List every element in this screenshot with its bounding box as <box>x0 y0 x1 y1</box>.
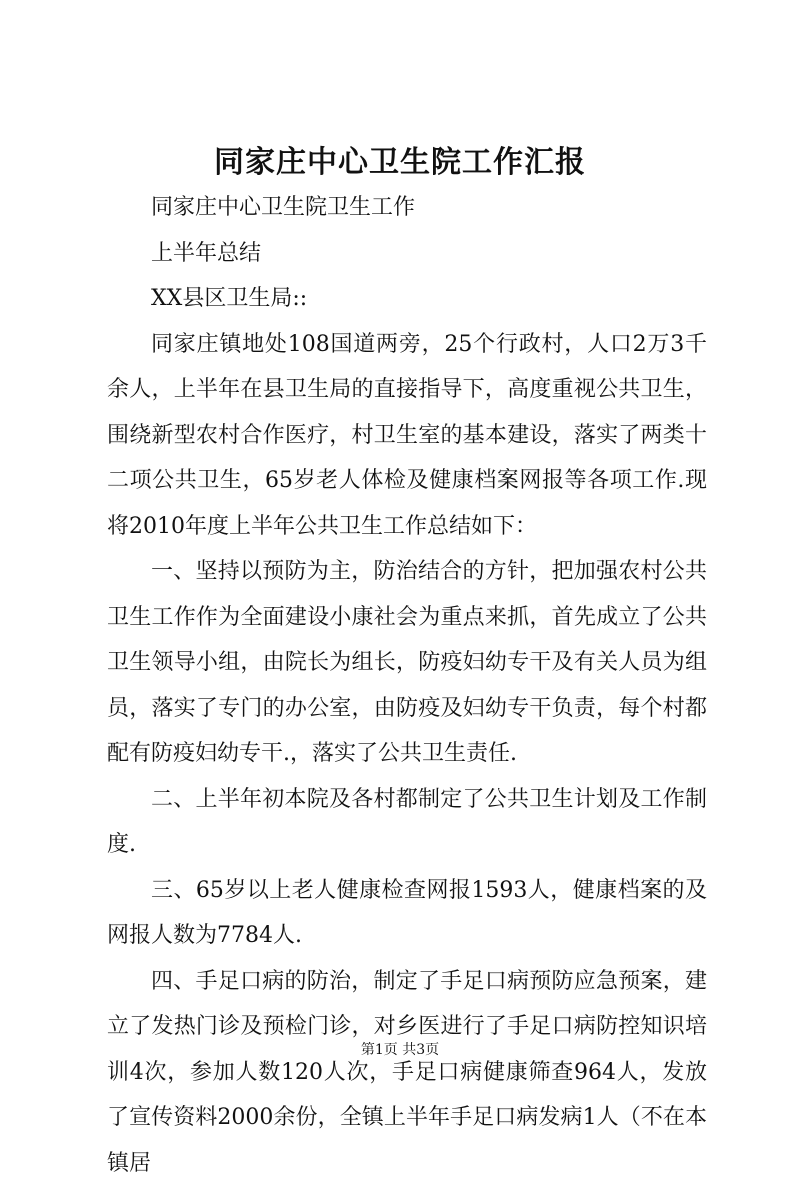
document-title: 同家庄中心卫生院工作汇报 <box>0 143 800 183</box>
paragraph-item-1: 一、坚持以预防为主，防治结合的方针，把加强农村公共卫生工作作为全面建设小康社会为重点来抓，首先成立了公共卫生领导小组，由院长为组长，防疫妇幼专干及有关人员为组员，落实了专门的办公室，由防疫及妇幼专干负责，每个村都配有防疫妇幼专干.，落实了公共卫生责任. <box>107 549 707 777</box>
paragraph-item-2: 二、上半年初本院及各村都制定了公共卫生计划及工作制度. <box>107 777 707 868</box>
paragraph-item-3: 三、65岁以上老人健康检查网报1593人，健康档案的及网报人数为7784人. <box>107 868 707 959</box>
paragraph-item-4: 四、手足口病的防治，制定了手足口病预防应急预案，建立了发热门诊及预检门诊，对乡医进行了手足口病防控知识培训4次，参加人数120人次，手足口病健康筛查964人，发放了宣传资料2000余份，全镇上半年手足口病发病1人（不在本镇居 <box>107 959 707 1186</box>
subtitle-line-1: 同家庄中心卫生院卫生工作 <box>107 185 707 231</box>
document-body <box>107 185 707 1186</box>
salutation: XX县区卫生局:: <box>107 276 707 322</box>
paragraph-intro: 同家庄镇地处108国道两旁，25个行政村，人口2万3千余人，上半年在县卫生局的直接指导下，高度重视公共卫生，围绕新型农村合作医疗，村卫生室的基本建设，落实了两类十二项公共卫生，65岁老人体检及健康档案网报等各项工作.现将2010年度上半年公共卫生工作总结如下： <box>107 322 707 550</box>
page-footer: 第1页 共3页 <box>0 1040 800 1060</box>
subtitle-line-2: 上半年总结 <box>107 231 707 277</box>
